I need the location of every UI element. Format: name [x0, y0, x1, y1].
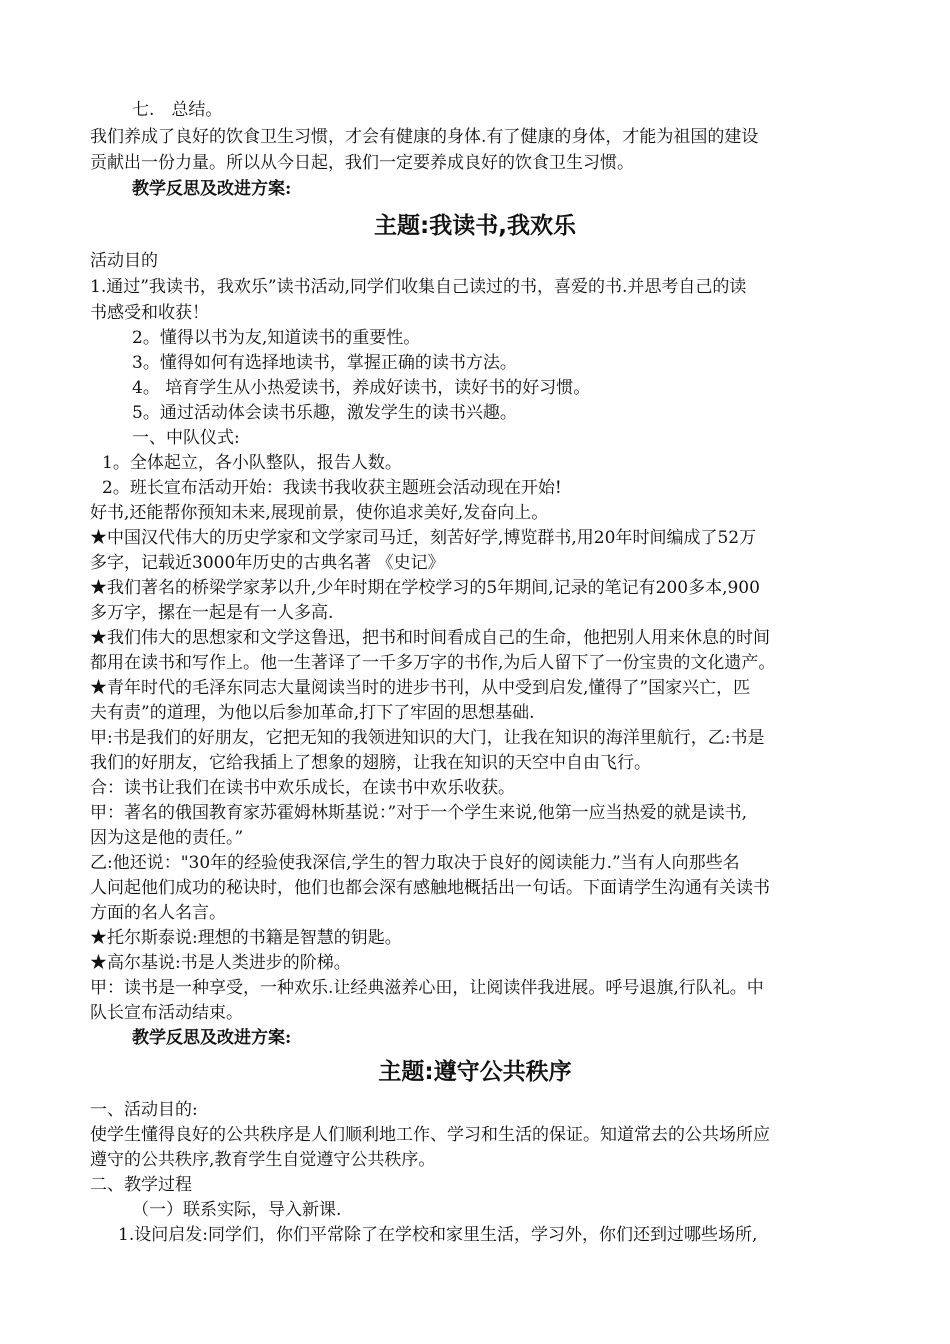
text-line: 乙:他还说："30年的经验使我深信,学生的智力取决于良好的阅读能力.”当有人向那些名: [90, 853, 740, 873]
text-line: 2。懂得以书为友,知道读书的重要性。: [132, 328, 421, 348]
text-line: 活动目的: [90, 251, 158, 271]
text-line: ★高尔基说:书是人类进步的阶梯。: [90, 953, 351, 973]
text-line: 二、教学过程: [90, 1175, 192, 1195]
text-line: 3。懂得如何有选择地读书，掌握正确的读书方法。: [132, 353, 517, 373]
text-line: 队长宣布活动结束。: [90, 1003, 243, 1023]
text-line: 4。 培育学生从小热爱读书，养成好读书，读好书的好习惯。: [132, 378, 591, 398]
text-line: ★我们伟大的思想家和文学这鲁迅，把书和时间看成自己的生命，他把别人用来休息的时间: [90, 628, 770, 648]
text-line: 好书,还能帮你预知未来,展现前景，使你追求美好,发奋向上。: [90, 503, 549, 523]
text-line: 方面的名人名言。: [90, 903, 226, 923]
text-line: 使学生懂得良好的公共秩序是人们顺利地工作、学习和生活的保证。知道常去的公共场所应: [90, 1125, 770, 1145]
text-line: ★中国汉代伟大的历史学家和文学家司马迁，刻苦好学,博览群书,用20年时间编成了52万: [90, 528, 757, 548]
text-line: 多字，记载近3000年历史的古典名著 《史记》: [90, 553, 445, 573]
section-title-reading: 主题:我读书,我欢乐: [374, 213, 576, 239]
text-line: 多万字，摞在一起是有一人多高.: [90, 603, 334, 623]
text-line: ★托尔斯泰说:理想的书籍是智慧的钥匙。: [90, 928, 402, 948]
text-line: 合：读书让我们在读书中欢乐成长，在读书中欢乐收获。: [90, 778, 515, 798]
text-line: （一）联系实际，导入新课.: [132, 1200, 342, 1220]
text-line: 一、活动目的:: [90, 1100, 198, 1120]
text-line: 人问起他们成功的秘诀时，他们也都会深有感触地概括出一句话。下面请学生沟通有关读书: [90, 878, 770, 898]
section-title-public-order: 主题:遵守公共秩序: [378, 1059, 572, 1085]
text-line: 遵守的公共秩序,教育学生自觉遵守公共秩序。: [90, 1150, 436, 1170]
text-line: 一、中队仪式:: [132, 428, 240, 448]
text-line: 甲:书是我们的好朋友，它把无知的我领进知识的大门，让我在知识的海洋里航行，乙:书是: [90, 728, 765, 748]
summary-line-1: 我们养成了良好的饮食卫生习惯，才会有健康的身体.有了健康的身体，才能为祖国的建设: [90, 127, 759, 147]
summary-heading: 七. 总结。: [132, 100, 223, 120]
text-line: 2。班长宣布活动开始：我读书我收获主题班会活动现在开始!: [102, 478, 562, 498]
text-line: 甲：读书是一种享受，一种欢乐.让经典滋养心田，让阅读伴我进展。呼号退旗,行队礼。中: [90, 978, 764, 998]
summary-line-2: 贡献出一份力量。所以从今日起，我们一定要养成良好的饮食卫生习惯。: [90, 153, 634, 173]
text-line: ★青年时代的毛泽东同志大量阅读当时的进步书刊，从中受到启发,懂得了”国家兴亡，匹: [90, 678, 751, 698]
text-line: 都用在读书和写作上。他一生著译了一千多万字的书作,为后人留下了一份宝贵的文化遗产。: [90, 653, 776, 673]
text-line: 1。全体起立，各小队整队，报告人数。: [102, 453, 402, 473]
text-line: 夫有责”的道理，为他以后参加革命,打下了牢固的思想基础.: [90, 703, 535, 723]
text-line: 因为这是他的责任。”: [90, 828, 244, 848]
text-line: 1.设问启发:同学们，你们平常除了在学校和家里生活，学习外，你们还到过哪些场所,: [118, 1225, 758, 1245]
text-line: 1.通过”我读书，我欢乐”读书活动,同学们收集自己读过的书，喜爱的书.并思考自己的读: [90, 277, 747, 297]
reflection-heading-1: 教学反思及改进方案:: [132, 179, 292, 199]
text-line: 5。通过活动体会读书乐趣，激发学生的读书兴趣。: [132, 403, 517, 423]
text-line: ★我们著名的桥梁学家茅以升,少年时期在学校学习的5年期间,记录的笔记有200多本,900: [90, 578, 760, 598]
text-line: 甲：著名的俄国教育家苏霍姆林斯基说：”对于一个学生来说,他第一应当热爱的就是读书,: [90, 803, 747, 823]
text-line: 书感受和收获！: [90, 303, 209, 323]
text-line: 我们的好朋友，它给我插上了想象的翅膀，让我在知识的天空中自由飞行。: [90, 753, 651, 773]
reflection-heading-2: 教学反思及改进方案:: [132, 1028, 292, 1048]
